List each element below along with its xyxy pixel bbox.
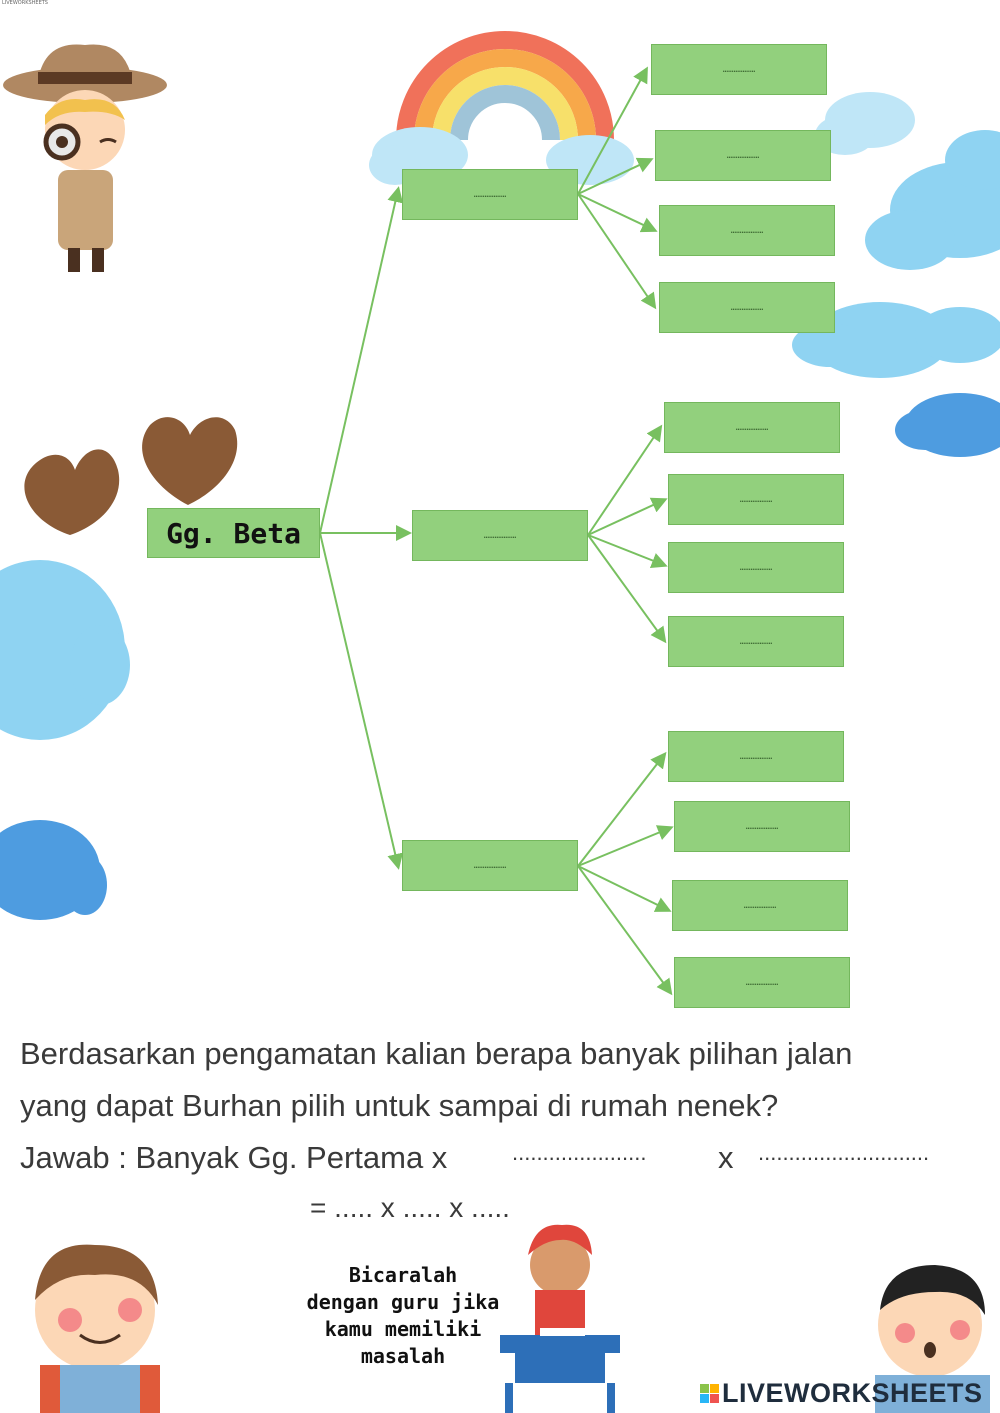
answer-blank-1[interactable]: ...................... (512, 1140, 647, 1165)
equation-line[interactable]: = ..... x ..... x ..... (310, 1192, 510, 1223)
speech-line: Bicaralah (348, 1263, 458, 1287)
branch-node-3[interactable]: ……………… (402, 840, 578, 891)
top-watermark: LIVEWORKSHEETS (2, 0, 48, 6)
answer-prefix: Jawab : Banyak Gg. Pertama x (20, 1140, 448, 1175)
leaf-node[interactable]: ……………… (664, 402, 840, 453)
answer-blank-2[interactable]: ............................ (758, 1140, 930, 1165)
speech-line: masalah (360, 1344, 446, 1368)
leaf-node[interactable]: ……………… (659, 282, 835, 333)
times-sign: x (718, 1140, 734, 1175)
branch-node-1[interactable]: ……………… (402, 169, 578, 220)
branch-node-2[interactable]: ……………… (412, 510, 588, 561)
leaf-node[interactable]: ……………… (668, 616, 844, 667)
leaf-node[interactable]: ……………… (668, 731, 844, 782)
leaf-node[interactable]: ……………… (655, 130, 831, 181)
speech-bubble-text (298, 1262, 508, 1370)
speech-line: kamu memiliki (324, 1317, 482, 1341)
root-node: Gg. Beta (147, 508, 320, 558)
leaf-node[interactable]: ……………… (672, 880, 848, 931)
question-line-2: yang dapat Burhan pilih untuk sampai di rumah nenek? (20, 1088, 779, 1123)
leaf-node[interactable]: ……………… (668, 542, 844, 593)
speech-line: dengan guru jika (306, 1290, 500, 1314)
footer-brand: LIVEWORKSHEETS (722, 1378, 983, 1408)
leaf-node[interactable]: ……………… (674, 801, 850, 852)
leaf-node[interactable]: ……………… (674, 957, 850, 1008)
question-line-1: Berdasarkan pengamatan kalian berapa banyak pilihan jalan (20, 1036, 853, 1071)
leaf-node[interactable]: ……………… (651, 44, 827, 95)
leaf-node[interactable]: ……………… (659, 205, 835, 256)
leaf-node[interactable]: ……………… (668, 474, 844, 525)
